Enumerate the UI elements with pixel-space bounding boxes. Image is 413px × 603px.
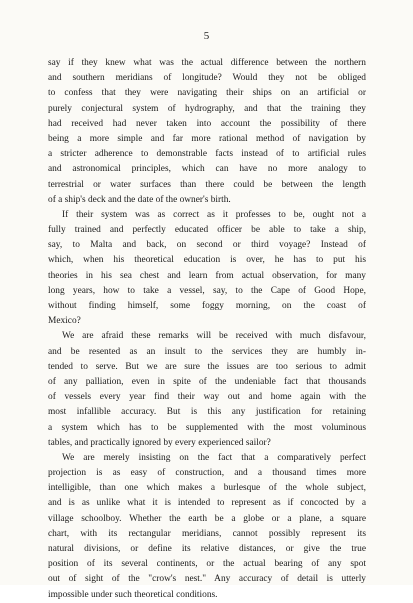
text-line: intelligible, than one which makes a burlesque of the whole subject, <box>48 483 366 494</box>
text-line: tables, and practically ignored by every experienced sailor? <box>48 437 271 448</box>
text-line: If their system was as correct as it professes to be, ought not a <box>62 209 366 220</box>
text-line: theories in his sea chest and learn from actual observation, for many <box>48 270 366 281</box>
text-line: say if they knew what was the actual difference between the northern <box>48 58 366 68</box>
text-line: terrestrial or water surfaces than there could be between the length <box>48 179 366 190</box>
text-line: being a more simple and far more rational method of navigation by <box>48 133 366 144</box>
text-line: of vessels every year find their way out and home again with the <box>48 392 366 403</box>
text-line: tended to serve. But we are sure the issues are too serious to admit <box>48 361 366 372</box>
paragraph-3 <box>48 329 366 451</box>
text-line: which, when his theoretical education is over, he has to put his <box>48 255 366 266</box>
paragraph-1 <box>48 56 366 208</box>
text-line: projection is as easy of construction, and a thousand times more <box>48 468 366 479</box>
page-number: 5 <box>203 30 210 42</box>
text-line: had received had never taken into account the possibility of there <box>48 118 366 129</box>
text-line: purely conjectural system of hydrography, and that the training they <box>48 103 366 114</box>
text-line: without finding himself, some foggy morning, on the coast of <box>48 301 366 311</box>
text-line: position of its several continents, or the actual bearing of any spot <box>48 559 366 570</box>
text-line: say, to Malta and back, on second or third voyage? Instead of <box>48 240 366 251</box>
text-line: of a ship's deck and the date of the owner's birth. <box>48 194 231 205</box>
text-line: and be resented as an insult to the services they are humbly in- <box>48 346 366 357</box>
text-line: and southern meridians of longitude? Would they not be obliged <box>48 73 366 84</box>
text-line: long years, how to take a vessel, say, to the Cape of Good Hope, <box>48 285 366 296</box>
text-line: natural divisions, or define its relative distances, or give the true <box>48 544 366 554</box>
text-line: chart, with its rectangular meridians, cannot possibly represent its <box>48 528 366 539</box>
text-line: Mexico? <box>48 316 81 327</box>
text-line: most infallible accuracy. But is this any justification for retaining <box>48 407 366 418</box>
text-line: of any palliation, even in spite of the undeniable fact that thousands <box>48 376 366 387</box>
text-line: out of sight of the "crow's nest." Any accuracy of detail is utterly <box>48 574 366 585</box>
text-line: impossible under such theoretical conditions. <box>48 589 218 600</box>
text-line: a stricter adherence to demonstrable facts instead of to artificial rules <box>48 149 366 160</box>
text-line: and astronomical principles, which can have no more analogy to <box>48 164 366 175</box>
text-line: and is as unlike what it is intended to represent as if concocted by a <box>48 498 366 509</box>
paragraph-2 <box>48 208 366 330</box>
text-line: We are afraid these remarks will be received with much disfavour, <box>62 331 366 342</box>
text-line: We are merely insisting on the fact that a comparatively perfect <box>62 452 366 463</box>
text-line: village schoolboy. Whether the earth be a globe or a plane, a square <box>48 513 366 524</box>
body-text <box>48 56 366 603</box>
paragraph-4 <box>48 451 366 603</box>
text-line: to confess that they were navigating their ships on an artificial or <box>48 88 366 99</box>
text-line: a system which has to be supplemented with the most voluminous <box>48 422 366 433</box>
text-line: fully trained and perfectly educated officer be able to take a ship, <box>48 225 366 236</box>
